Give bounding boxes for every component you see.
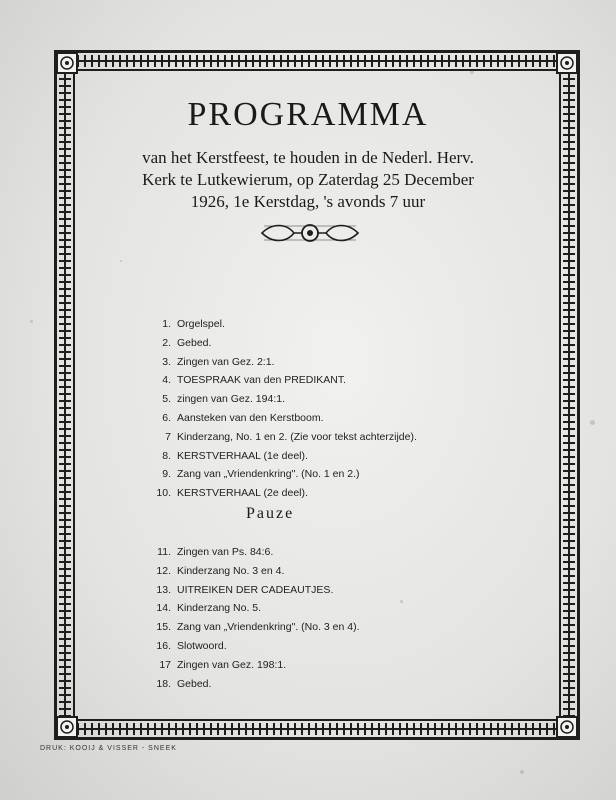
program-item (142, 618, 360, 637)
program-item-number: 4. (162, 374, 171, 387)
border-pattern-bottom (77, 723, 557, 735)
program-item (142, 465, 417, 484)
program-item-text: Zang van „Vriendenkring". (No. 3 en 4). (177, 621, 360, 634)
program-item-number: 10. (156, 487, 171, 500)
program-item-text: Kinderzang No. 5. (177, 602, 262, 615)
program-item (142, 447, 417, 466)
event-description-line: van het Kerstfeest, te houden in de Nederl. Herv. (142, 148, 474, 167)
paper-speck (520, 770, 524, 774)
corner-rosette-icon (56, 52, 78, 74)
program-item (142, 315, 417, 334)
program-item-number: 17 (159, 658, 171, 671)
program-item-text: Gebed. (177, 336, 212, 349)
program-item-number: 12. (156, 564, 171, 577)
paper-speck (590, 420, 595, 425)
flourish-ornament-icon (258, 221, 362, 245)
pause-heading: Pauze (246, 505, 295, 522)
program-item-number: 5. (162, 393, 171, 406)
program-item-text: Kinderzang, No. 1 en 2. (Zie voor tekst achterzijde). (177, 430, 417, 443)
program-item (142, 543, 360, 562)
program-item-number: 3. (162, 355, 171, 368)
corner-rosette-icon (56, 716, 78, 738)
program-item-number: 7 (165, 430, 171, 443)
program-item-number: 9. (162, 468, 171, 481)
event-description-line: 1926, 1e Kerstdag, 's avonds 7 uur (190, 192, 426, 211)
program-list-part-1 (142, 315, 417, 503)
event-description-line: Kerk te Lutkewierum, op Zaterdag 25 December (142, 170, 474, 189)
program-item-text: Orgelspel. (177, 318, 225, 330)
program-item-number: 15. (156, 621, 171, 634)
program-item-text: Zingen van Gez. 2:1. (177, 355, 275, 368)
border-pattern-top (77, 55, 557, 67)
program-item (142, 656, 360, 675)
program-item-number: 14. (156, 602, 171, 615)
event-description (0, 147, 616, 213)
program-item-text: Aansteken van den Kerstboom. (177, 411, 324, 424)
program-item-text: TOESPRAAK van den PREDIKANT. (177, 374, 347, 387)
program-item-text: Gebed. (177, 677, 212, 690)
program-item (142, 390, 417, 409)
program-item (142, 562, 360, 581)
program-item-text: Zang van „Vriendenkring". (No. 1 en 2.) (177, 468, 360, 481)
program-item-text: UITREIKEN DER CADEAUTJES. (177, 583, 334, 596)
program-item (142, 675, 360, 694)
program-item-number: 8. (162, 449, 171, 462)
program-item-text: zingen van Gez. 194:1. (177, 393, 285, 406)
program-item-number: 13. (156, 583, 171, 596)
program-item (142, 637, 360, 656)
program-item (142, 599, 360, 618)
printer-imprint: DRUK: KOOIJ & VISSER - SNEEK (40, 745, 177, 752)
program-item-text: KERSTVERHAAL (1e deel). (177, 449, 308, 462)
program-item-number: 11. (157, 546, 171, 558)
program-item (142, 581, 360, 600)
program-item (142, 371, 417, 390)
paper-speck (30, 320, 33, 323)
program-item-number: 18. (156, 677, 171, 690)
program-item-number: 2. (162, 336, 171, 349)
program-item (142, 353, 417, 372)
program-item (142, 409, 417, 428)
program-item-text: Zingen van Ps. 84:6. (177, 546, 274, 558)
program-item (142, 484, 417, 503)
program-list-part-2 (142, 543, 360, 693)
program-item-text: Kinderzang No. 3 en 4. (177, 564, 285, 577)
page-title: PROGRAMMA (187, 96, 429, 133)
program-item-number: 1. (162, 318, 171, 330)
program-item (142, 428, 417, 447)
program-item-text: KERSTVERHAAL (2e deel). (177, 487, 308, 500)
corner-rosette-icon (556, 52, 578, 74)
program-item-number: 16. (156, 639, 171, 652)
corner-rosette-icon (556, 716, 578, 738)
program-item-text: Slotwoord. (177, 639, 227, 652)
program-item-number: 6. (162, 411, 171, 424)
program-item (142, 334, 417, 353)
program-item-text: Zingen van Gez. 198:1. (177, 658, 287, 671)
